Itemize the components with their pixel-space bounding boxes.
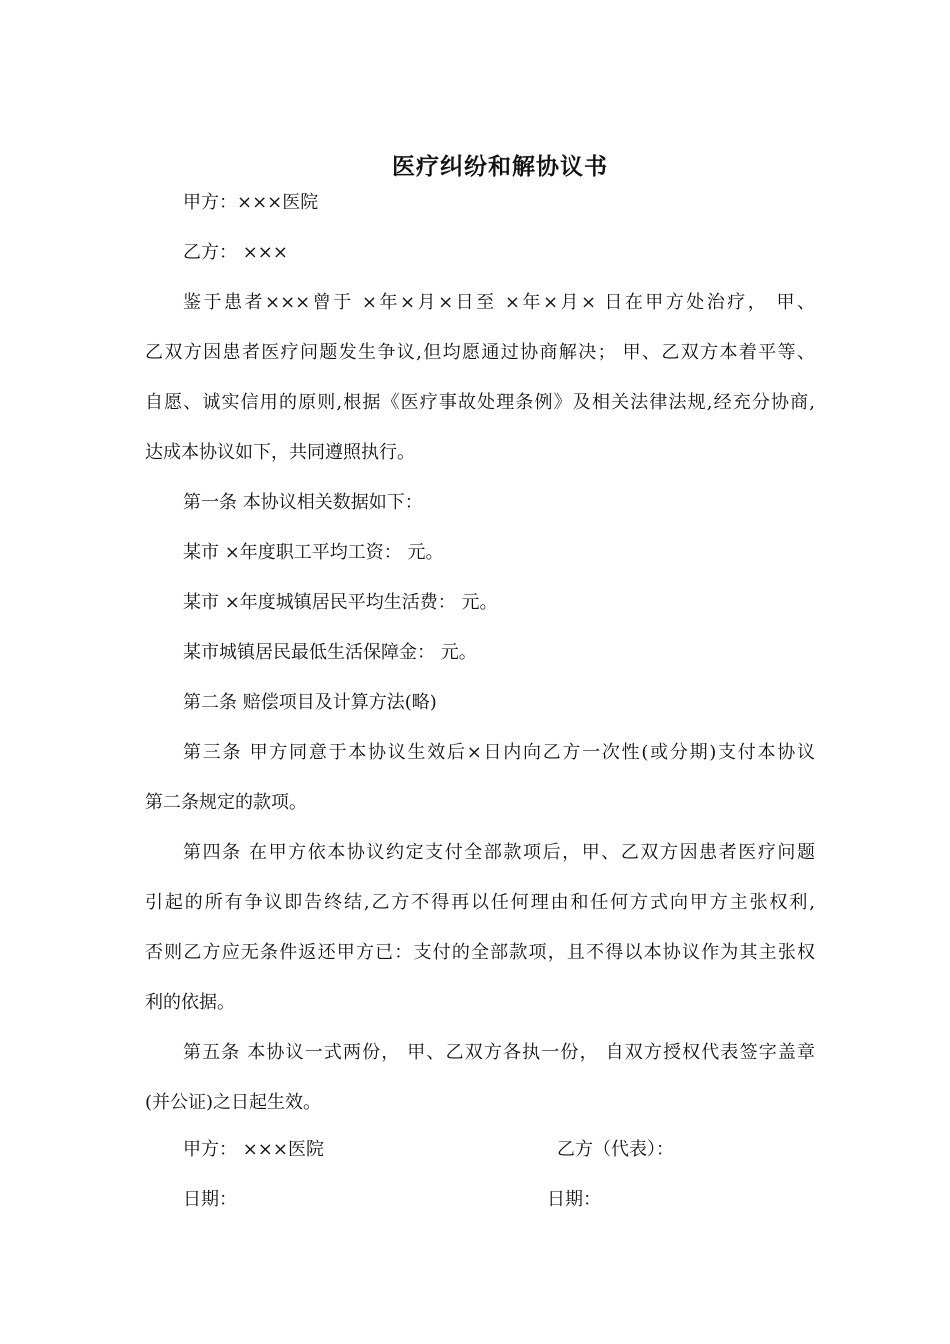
- party-a-line: 甲方：×××医院: [183, 192, 319, 213]
- article-1-heading: 第一条 本协议相关数据如下：: [183, 492, 423, 513]
- article-4-line-2: 引起的所有争议即告终结,乙方不得再以任何理由和任何方式向甲方主张权利,: [145, 892, 815, 913]
- signature-date-a: 日期：: [183, 1189, 237, 1210]
- article-4-line-3: 否则乙方应无条件返还甲方已：支付的全部款项，且不得以本协议作为其主张权: [145, 942, 815, 963]
- article-1-item-wage: 某市 ×年度职工平均工资： 元。: [183, 542, 444, 563]
- article-3-line-1: 第三条 甲方同意于本协议生效后×日内向乙方一次性(或分期)支付本协议: [183, 742, 815, 763]
- article-1-item-living-cost: 某市 ×年度城镇居民平均生活费： 元。: [183, 592, 498, 613]
- article-3-line-2: 第二条规定的款项。: [145, 792, 307, 813]
- signature-date-b: 日期：: [547, 1189, 601, 1210]
- article-2: 第二条 赔偿项目及计算方法(略): [183, 692, 437, 713]
- article-5-line-1: 第五条 本协议一式两份， 甲、乙双方各执一份， 自双方授权代表签字盖章: [183, 1042, 815, 1063]
- article-1-item-min-security: 某市城镇居民最低生活保障金： 元。: [183, 642, 477, 663]
- document-title: 医疗纠纷和解协议书: [392, 153, 608, 180]
- signature-party-a: 甲方： ×××医院: [183, 1139, 324, 1160]
- preamble-line-2: 乙双方因患者医疗问题发生争议,但均愿通过协商解决； 甲、乙双方本着平等、: [145, 342, 815, 363]
- article-4-line-1: 第四条 在甲方依本协议约定支付全部款项后，甲、乙双方因患者医疗问题: [183, 842, 815, 863]
- preamble-line-4: 达成本协议如下，共同遵照执行。: [145, 442, 415, 463]
- article-4-line-4: 利的依据。: [145, 992, 235, 1013]
- preamble-line-3: 自愿、诚实信用的原则,根据《医疗事故处理条例》及相关法律法规,经充分协商,: [145, 392, 815, 413]
- signature-party-b: 乙方（代表）：: [557, 1139, 674, 1160]
- preamble-line-1: 鉴于患者×××曾于 ×年×月×日至 ×年×月× 日在甲方处治疗， 甲、: [183, 292, 815, 313]
- article-5-line-2: (并公证)之日起生效。: [145, 1092, 322, 1113]
- party-b-line: 乙方： ×××: [183, 242, 288, 263]
